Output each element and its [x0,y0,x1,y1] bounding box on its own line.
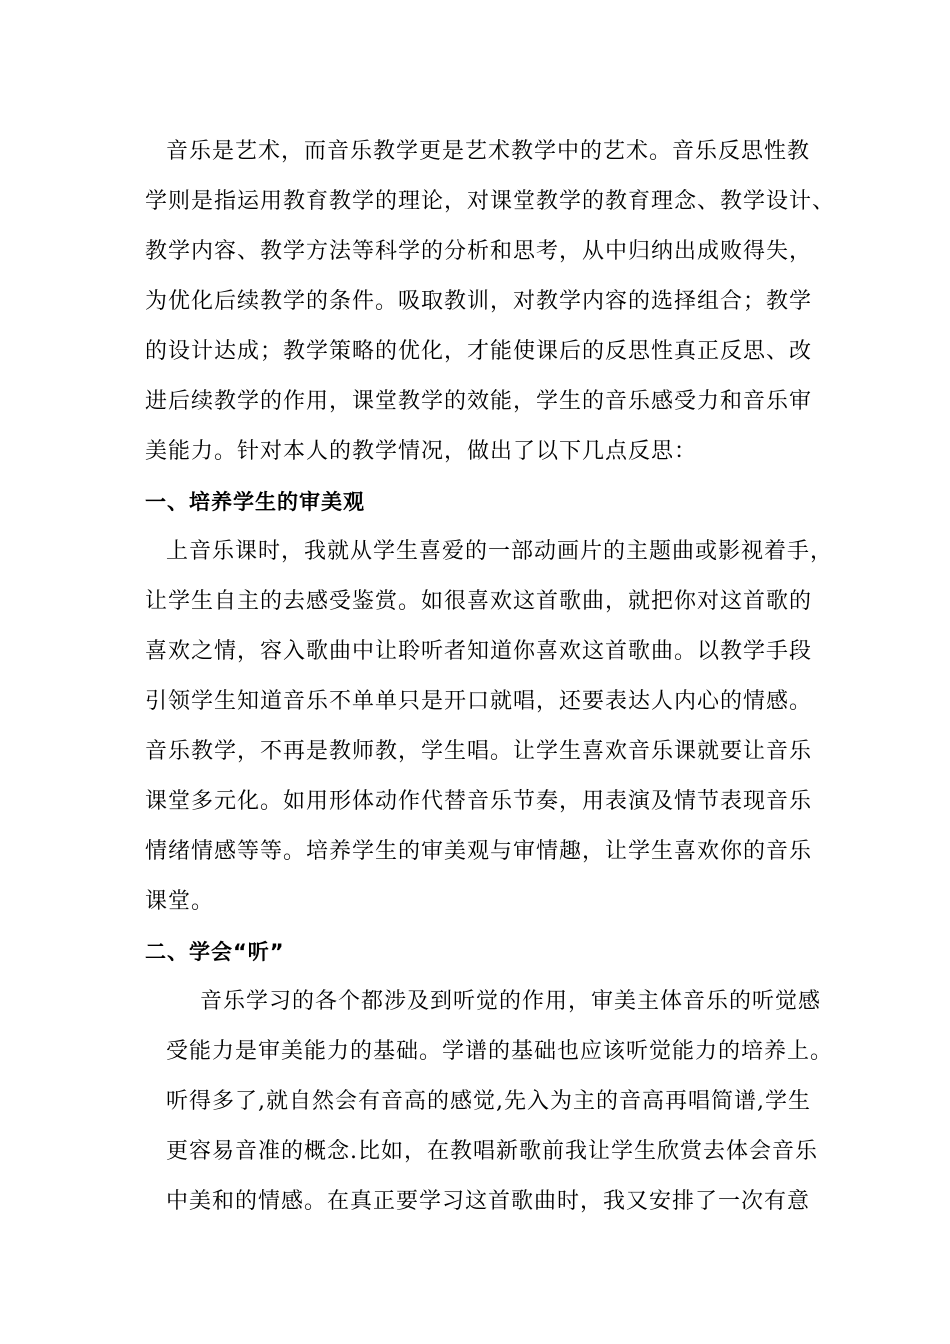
section-1-line-2: 让学生自主的去感受鉴赏。如很喜欢这首歌曲，就把你对这首歌的 [145,589,813,614]
section-1-line-1: 上音乐课时，我就从学生喜爱的一部动画片的主题曲或影视着手， [166,539,834,564]
section-1-line-7: 情绪情感等等。培养学生的审美观与审情趣，让学生喜欢你的音乐 [145,839,813,864]
section-2-line-5: 中美和的情感。在真正要学习这首歌曲时，我又安排了一次有意 [166,1189,811,1214]
intro-line-3: 教学内容、教学方法等科学的分析和思考，从中归纳出成败得失， [145,239,813,264]
intro-line-1: 音乐是艺术，而音乐教学更是艺术教学中的艺术。音乐反思性教 [166,139,811,164]
intro-line-7: 美能力。针对本人的教学情况，做出了以下几点反思： [145,439,698,464]
section-2-line-1: 音乐学习的各个都涉及到听觉的作用，审美主体音乐的听觉感 [200,989,822,1014]
section-1-line-3: 喜欢之情，容入歌曲中让聆听者知道你喜欢这首歌曲。以教学手段 [145,639,813,664]
section-2-line-3: 听得多了,就自然会有音高的感觉,先入为主的音高再唱简谱,学生 [166,1089,811,1114]
section-1-heading: 一、培养学生的审美观 [145,490,365,514]
section-1-line-4: 引领学生知道音乐不单单只是开口就唱，还要表达人内心的情感。 [145,689,813,714]
section-2-heading: 二、学会“听” [145,940,285,964]
intro-line-5: 的设计达成；教学策略的优化，才能使课后的反思性真正反思、改 [145,339,813,364]
section-2-line-4: 更容易音准的概念.比如，在教唱新歌前我让学生欣赏去体会音乐 [166,1139,818,1164]
section-1-line-6: 课堂多元化。如用形体动作代替音乐节奏，用表演及情节表现音乐 [145,789,813,814]
section-1-line-8: 课堂。 [145,889,215,914]
intro-line-6: 进后续教学的作用，课堂教学的效能，学生的音乐感受力和音乐审 [145,389,813,414]
intro-line-2: 学则是指运用教育教学的理论，对课堂教学的教育理念、教学设计、 [145,189,836,214]
intro-line-4: 为优化后续教学的条件。吸取教训，对教学内容的选择组合；教学 [145,289,813,314]
section-2-line-2: 受能力是审美能力的基础。学谱的基础也应该听觉能力的培养上。 [166,1039,834,1064]
section-1-line-5: 音乐教学，不再是教师教，学生唱。让学生喜欢音乐课就要让音乐 [145,739,813,764]
